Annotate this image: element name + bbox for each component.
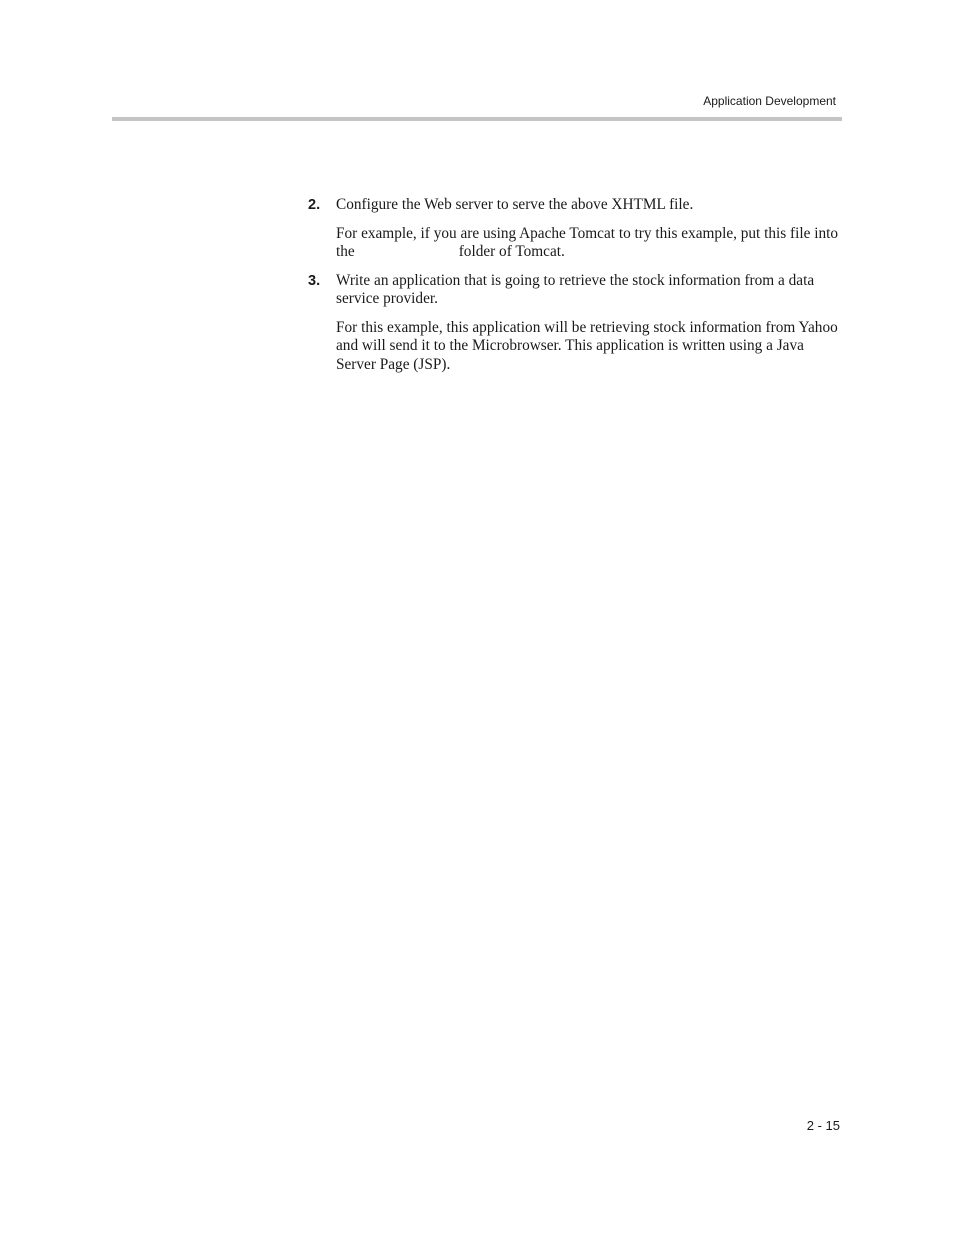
instruction-steps: [308, 196, 844, 374]
step-number: 3.: [308, 272, 321, 289]
step-text: Configure the Web server to serve the above XHTML file.: [336, 196, 694, 213]
step-note: For this example, this application will be retrieving stock information from Yahoo and will send it to the Microbrowser. This application is written using a Java Server Page (JSP).: [336, 318, 838, 373]
header-divider: [112, 117, 842, 121]
step-2: [308, 196, 844, 262]
step-number: 2.: [308, 197, 321, 213]
step-note: [336, 225, 844, 262]
running-header-title: Application Development: [703, 94, 836, 108]
step-3: [308, 272, 844, 375]
step-note-part2: folder of Tomcat.: [458, 243, 565, 260]
step-text: Write an application that is going to retrieve the stock information from a data service provider.: [336, 271, 815, 307]
page-number: 2 - 15: [806, 1118, 840, 1133]
step-note-part1: For example, if you are using Apache Tomcat to try this example, put this file into the: [336, 224, 839, 260]
